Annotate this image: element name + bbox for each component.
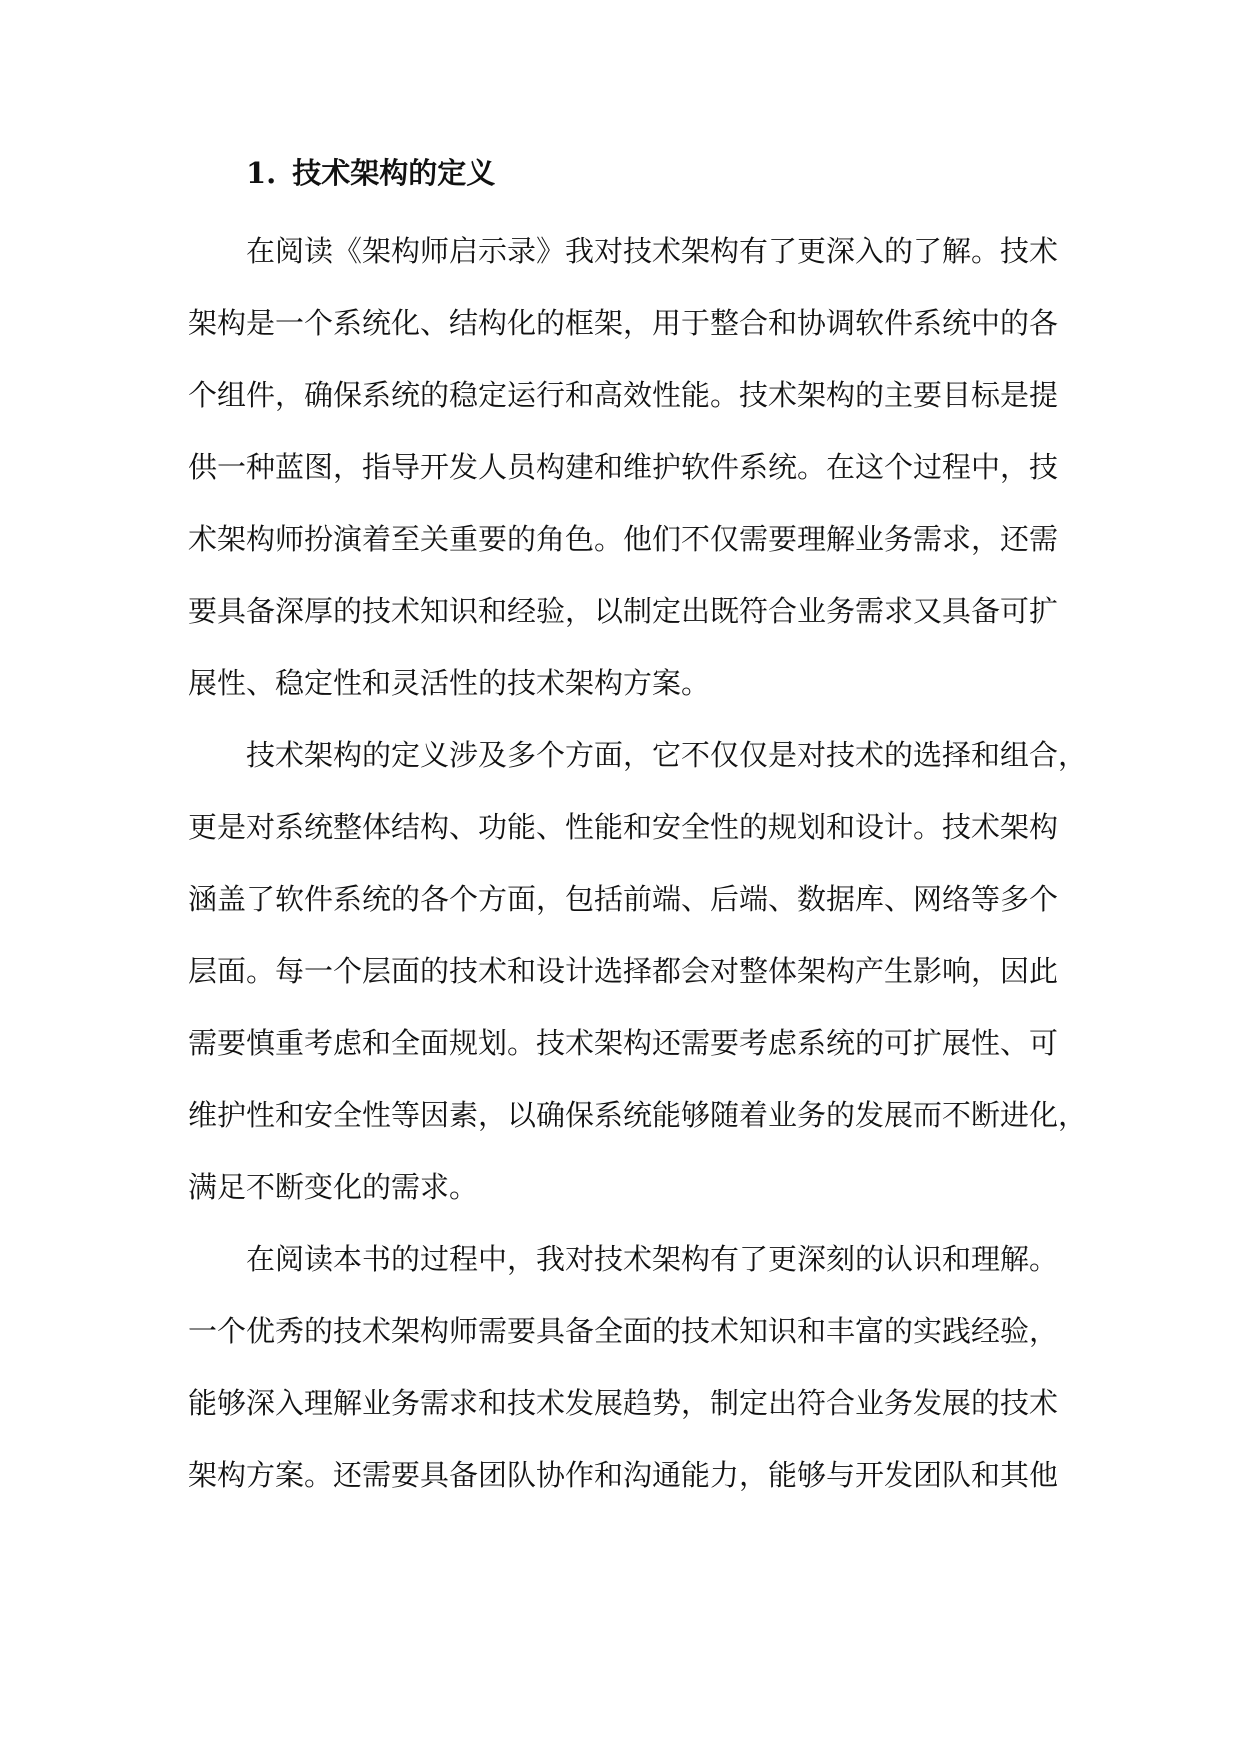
paragraph-line: 术架构师扮演着至关重要的角色。他们不仅需要理解业务需求，还需	[188, 522, 1059, 556]
paragraph-line: 需要慎重考虑和全面规划。技术架构还需要考虑系统的可扩展性、可	[188, 1026, 1059, 1060]
paragraph-line: 层面。每一个层面的技术和设计选择都会对整体架构产生影响，因此	[188, 954, 1059, 988]
paragraph-line: 更是对系统整体结构、功能、性能和安全性的规划和设计。技术架构	[188, 810, 1059, 844]
paragraph-2	[188, 719, 1088, 1223]
paragraph-line: 供一种蓝图，指导开发人员构建和维护软件系统。在这个过程中，技	[188, 450, 1059, 484]
page-content	[188, 143, 1088, 1511]
paragraph-line: 一个优秀的技术架构师需要具备全面的技术知识和丰富的实践经验，	[188, 1314, 1059, 1348]
paragraph-line: 满足不断变化的需求。	[188, 1170, 479, 1204]
paragraph-line: 架构方案。还需要具备团队协作和沟通能力，能够与开发团队和其他	[188, 1458, 1059, 1492]
paragraph-line: 维护性和安全性等因素，以确保系统能够随着业务的发展而不断进化，	[188, 1098, 1088, 1132]
section-heading	[246, 143, 1054, 203]
paragraph-3	[188, 1223, 1059, 1511]
section-title: 技术架构的定义	[292, 156, 496, 190]
paragraph-1	[188, 215, 1059, 719]
paragraph-line: 能够深入理解业务需求和技术发展趋势，制定出符合业务发展的技术	[188, 1386, 1059, 1420]
section-number: 1.	[246, 156, 277, 190]
paragraph-line: 架构是一个系统化、结构化的框架，用于整合和协调软件系统中的各	[188, 306, 1059, 340]
paragraph-line: 个组件，确保系统的稳定运行和高效性能。技术架构的主要目标是提	[188, 378, 1059, 412]
paragraph-line: 要具备深厚的技术知识和经验，以制定出既符合业务需求又具备可扩	[188, 594, 1059, 628]
paragraph-line: 技术架构的定义涉及多个方面，它不仅仅是对技术的选择和组合，	[246, 738, 1088, 772]
paragraph-line: 涵盖了软件系统的各个方面，包括前端、后端、数据库、网络等多个	[188, 882, 1059, 916]
paragraph-line: 展性、稳定性和灵活性的技术架构方案。	[188, 666, 711, 700]
paragraph-line: 在阅读《架构师启示录》我对技术架构有了更深入的了解。技术	[246, 234, 1059, 268]
paragraph-line: 在阅读本书的过程中，我对技术架构有了更深刻的认识和理解。	[246, 1242, 1059, 1276]
